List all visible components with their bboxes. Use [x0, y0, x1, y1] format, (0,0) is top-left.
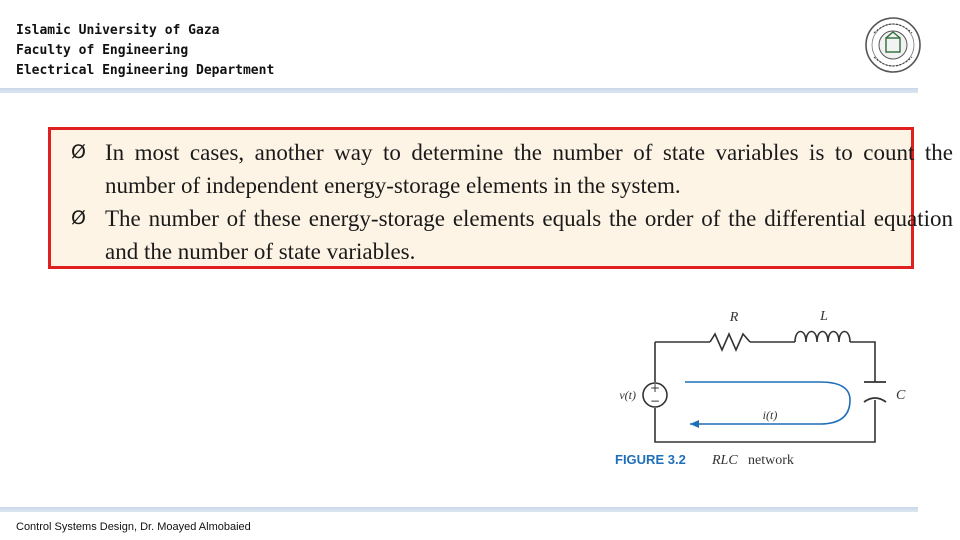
bullet-text: In most cases, another way to determine the number of state variables is to count the number of independent energy-storage elements in the system.	[105, 140, 953, 198]
label-current: i(t)	[762, 408, 778, 422]
university-name: Islamic University of Gaza	[16, 23, 220, 38]
resistor-symbol	[710, 334, 750, 350]
plus-sign: +	[649, 381, 661, 395]
department-name: Electrical Engineering Department	[16, 63, 275, 78]
label-capacitor: C	[896, 388, 906, 403]
arrow-bullet-icon: Ø	[71, 207, 86, 229]
key-points-callout	[48, 127, 953, 269]
arrowhead-icon	[690, 420, 699, 428]
arrow-bullet-icon: Ø	[71, 141, 86, 163]
header-divider	[0, 88, 918, 93]
footer-divider	[0, 507, 918, 512]
minus-sign: −	[649, 394, 661, 408]
institution-header	[16, 21, 274, 81]
footer-credit: Control Systems Design, Dr. Moayed Almobaied	[16, 521, 251, 533]
label-inductor: L	[820, 309, 828, 324]
faculty-name: Faculty of Engineering	[16, 43, 189, 58]
rlc-circuit-figure	[610, 300, 920, 475]
figure-number: FIGURE 3.2	[615, 452, 686, 467]
label-voltage: v(t)	[619, 388, 636, 402]
label-resistor: R	[729, 310, 739, 325]
capacitor-symbol	[864, 382, 886, 402]
figure-caption-text: network	[748, 453, 794, 468]
figure-caption-em: RLC	[712, 453, 738, 468]
bullet-text: The number of these energy-storage elements equals the order of the differential equation and the number of state variables.	[105, 206, 953, 264]
university-seal-icon	[864, 3, 922, 87]
inductor-symbol	[795, 332, 850, 343]
circuit-wires	[655, 342, 875, 442]
